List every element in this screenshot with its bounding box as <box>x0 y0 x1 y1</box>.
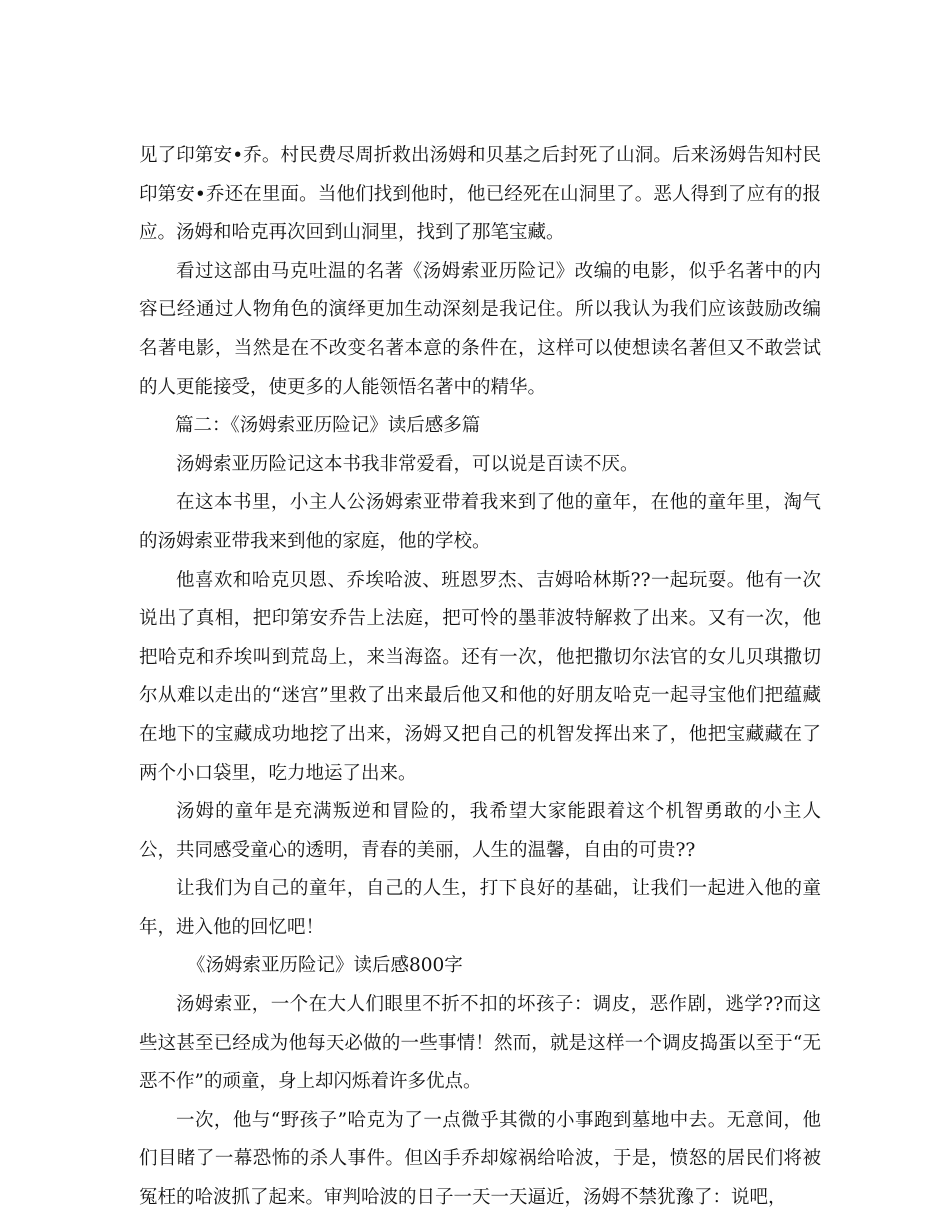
section-heading-part-two: 篇二：《汤姆索亚历险记》读后感多篇 <box>175 415 481 437</box>
paragraph-4: 在这本书里，小主人公汤姆索亚带着我来到了他的童年，在他的童年里，淘气的汤姆索亚带我来到他的家庭，他的学校。 <box>139 492 821 552</box>
paragraph-2: 看过这部由马克吐温的名著《汤姆索亚历险记》改编的电影，似乎名著中的内容已经通过人物角色的演绎更加生动深刻是我记住。所以我认为我们应该鼓励改编名著电影，当然是在不改变名著本意的条件在，这样可以使想读名著但又不敢尝试的人更能接受，使更多的人能领悟名著中的精华。 <box>139 260 821 398</box>
section-heading-800-words: 《汤姆索亚历险记》读后感800字 <box>187 955 463 977</box>
paragraph-6: 汤姆的童年是充满叛逆和冒险的，我希望大家能跟着这个机智勇敢的小主人公，共同感受童心的透明，青春的美丽，人生的温馨，自由的可贵?? <box>139 801 821 861</box>
paragraph-5: 他喜欢和哈克贝恩、乔埃哈波、班恩罗杰、吉姆哈林斯??一起玩耍。他有一次说出了真相，把印第安乔告上法庭，把可怜的墨菲波特解救了出来。又有一次，他把哈克和乔埃叫到荒岛上，来当海盗。还有一次，他把撒切尔法官的女儿贝琪撒切尔从难以走出的“迷宫”里救了出来最后他又和他的好朋友哈克一起寻宝他们把蕴藏在地下的宝藏成功地挖了出来，汤姆又把自己的机智发挥出来了，他把宝藏藏在了两个小口袋里，吃力地运了出来。 <box>139 569 821 784</box>
paragraph-1: 见了印第安•乔。村民费尽周折救出汤姆和贝基之后封死了山洞。后来汤姆告知村民印第安•乔还在里面。当他们找到他时，他已经死在山洞里了。恶人得到了应有的报应。汤姆和哈克再次回到山洞里，找到了那笔宝藏。 <box>139 145 821 244</box>
paragraph-7: 让我们为自己的童年，自己的人生，打下良好的基础，让我们一起进入他的童年，进入他的回忆吧！ <box>139 878 821 938</box>
document-body <box>139 137 821 1218</box>
paragraph-3: 汤姆索亚历险记这本书我非常爱看，可以说是百读不厌。 <box>176 453 639 475</box>
paragraph-9: 一次，他与“野孩子”哈克为了一点微乎其微的小事跑到墓地中去。无意间，他们目睹了一幕恐怖的杀人事件。但凶手乔却嫁祸给哈波，于是，愤怒的居民们将被冤枉的哈波抓了起来。审判哈波的日子一天一天逼近，汤姆不禁犹豫了：说吧， <box>139 1109 821 1209</box>
paragraph-8: 汤姆索亚，一个在大人们眼里不折不扣的坏孩子：调皮，恶作剧，逃学??而这些这甚至已经成为他每天必做的一些事情！然而，就是这样一个调皮捣蛋以至于“无恶不作”的顽童，身上却闪烁着许多优点。 <box>139 994 821 1093</box>
